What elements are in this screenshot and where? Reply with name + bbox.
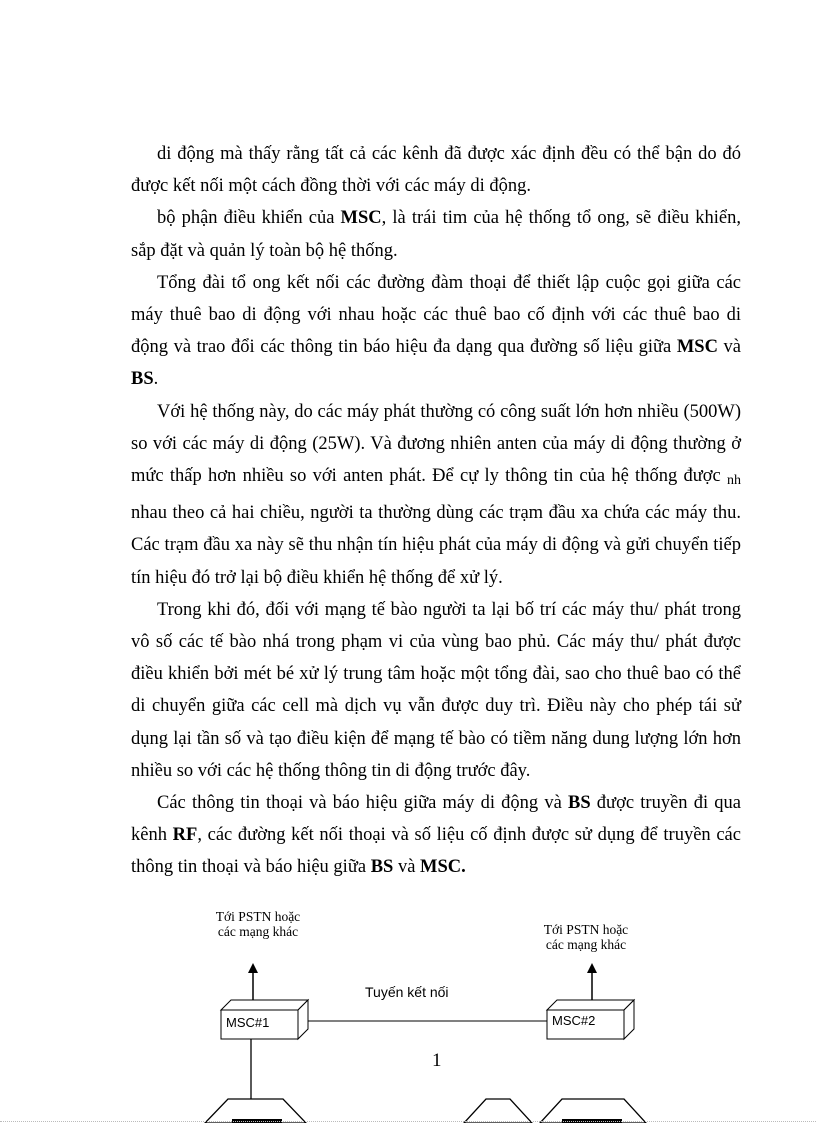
text-run: Trong khi đó, đối với mạng tế bào người ta lại bố trí các máy thu/ phát trong vô số các tế bào nhá trong phạm vi của vùng bao phủ. Các máy thu/ phát được điều khiển bởi mét bé xử lý trung tâm hoặc một tổng đài, sao cho thuê bao có thể di chuyển giữa các cell mà dịch vụ vẫn được duy trì. Điều này cho phép tái sử dụng lại tần số và tạo điều kiện để mạng tế bào có tiềm năng dung lượng lớn hơn nhiều so với các hệ thống thông tin di động trước đây. bbox=[131, 599, 741, 781]
paragraph bbox=[131, 202, 741, 266]
arrowhead-right bbox=[587, 963, 597, 973]
right-network-label: Tới PSTN hoặc các mạng khác bbox=[543, 922, 629, 952]
text-run: và bbox=[393, 857, 421, 878]
paragraph bbox=[131, 267, 741, 396]
body-text bbox=[131, 138, 741, 884]
network-diagram-svg bbox=[0, 895, 816, 1123]
msc-left-label: MSC#1 bbox=[226, 1015, 270, 1030]
text-run: được truyền đi qua kênh bbox=[131, 793, 741, 846]
paragraph bbox=[131, 396, 741, 594]
bold-term: BS bbox=[131, 369, 154, 390]
link-label: Tuyến kết nối bbox=[365, 984, 449, 1000]
page-edge-divider bbox=[0, 1121, 816, 1122]
bold-term: BS bbox=[370, 857, 394, 878]
text-run: di động mà thấy rằng tất cả các kênh đã được xác định đều có thể bận do đó được kết nối một cách đồng thời với các máy di động. bbox=[131, 144, 741, 197]
text-run: bộ phận điều khiển của bbox=[157, 208, 341, 229]
text-run: , các đường kết nối thoại và số liệu cố định được sử dụng để truyền các thông tin thoại và báo hiệu giữa bbox=[131, 825, 741, 878]
base-station-middle bbox=[464, 1099, 532, 1123]
text-run: Các thông tin thoại và báo hiệu giữa máy di động và bbox=[157, 793, 568, 814]
inline-fragment: nh bbox=[727, 473, 741, 489]
bold-term: BS bbox=[567, 793, 591, 814]
msc-right-label: MSC#2 bbox=[552, 1013, 596, 1028]
arrowhead-left bbox=[248, 963, 258, 973]
bold-term: MSC bbox=[676, 337, 718, 358]
text-run: . bbox=[153, 369, 159, 390]
paragraph bbox=[131, 138, 741, 202]
paragraph bbox=[131, 594, 741, 787]
text-run: Với hệ thống này, do các máy phát thường có công suất lớn hơn nhiều (500W) so với các máy di động (25W). Và đương nhiên anten của máy di động thường ở mức thấp hơn nhiều so với anten phát. Để cự ly thông tin của hệ thống được bbox=[131, 401, 741, 487]
text-run: Tổng đài tổ ong kết nối các đường đàm thoại để thiết lập cuộc gọi giữa các máy thuê bao di động với nhau hoặc các thuê bao cố định với các thuê bao di động và trao đổi các thông tin báo hiệu đa dạng qua đường số liệu giữa bbox=[131, 272, 741, 358]
bold-term: MSC bbox=[340, 208, 382, 229]
page-number: 1 bbox=[432, 1050, 442, 1071]
text-run: và bbox=[717, 337, 741, 358]
network-diagram bbox=[0, 895, 816, 1123]
text-run: nhau theo cả hai chiều, người ta thường dùng các trạm đầu xa chứa các máy thu. Các trạm đầu xa này sẽ thu nhận tín hiệu phát của máy di động và gửi chuyển tiếp tín hiệu đó trở lại bộ điều khiển hệ thống để xử lý. bbox=[131, 503, 741, 588]
bold-term: MSC. bbox=[420, 857, 466, 878]
bold-term: RF bbox=[172, 825, 198, 846]
paragraph bbox=[131, 787, 741, 884]
text-run: , là trái tim của hệ thống tổ ong, sẽ điều khiển, sắp đặt và quản lý toàn bộ hệ thống. bbox=[131, 208, 741, 261]
left-network-label: Tới PSTN hoặc các mạng khác bbox=[215, 909, 301, 939]
